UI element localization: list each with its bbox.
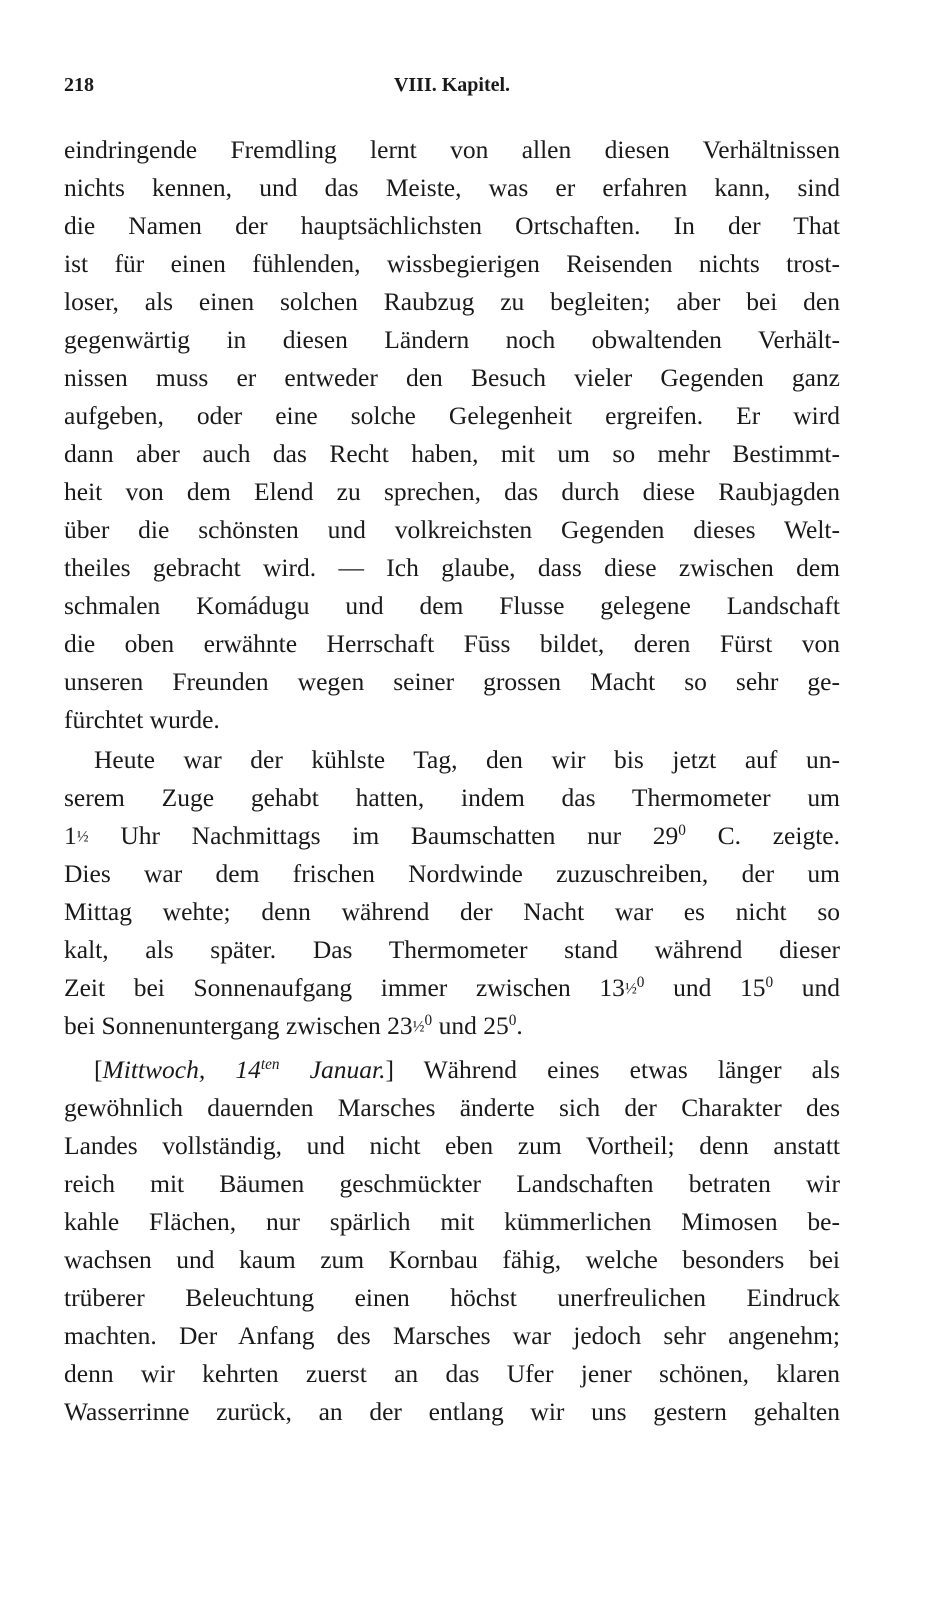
- text-line: kalt, als später. Das Thermometer stand während dieser: [64, 935, 840, 964]
- text-fragment: und 25: [432, 1011, 509, 1040]
- text-line: [64, 1006, 840, 1046]
- date-heading: [103, 1055, 386, 1084]
- text-line: wachsen und kaum zum Kornbau fähig, welche besonders bei: [64, 1245, 840, 1274]
- date-superscript: ten: [260, 1055, 280, 1073]
- text-line: schmalen Komádugu und dem Flusse gelegene Landschaft: [64, 591, 840, 620]
- text-line: nichts kennen, und das Meiste, was er erfahren kann, sind: [64, 173, 840, 202]
- fraction: ½: [412, 1018, 425, 1036]
- bracket: [: [94, 1055, 103, 1084]
- text-line: serem Zuge gehabt hatten, indem das Thermometer um: [64, 783, 840, 812]
- bracket: ]: [385, 1055, 394, 1084]
- page-number: 218: [64, 74, 94, 96]
- text-line: Wasserrinne zurück, an der entlang wir uns gestern gehalten: [64, 1397, 840, 1426]
- degree-sign: 0: [678, 821, 686, 839]
- degree-sign: 0: [508, 1011, 517, 1029]
- date-text: Januar.: [279, 1055, 386, 1084]
- text-line: [64, 968, 840, 1008]
- degree-sign: 0: [424, 1011, 433, 1029]
- text-line: über die schönsten und volkreichsten Gegenden dieses Welt-: [64, 515, 840, 544]
- text-line: eindringende Fremdling lernt von allen diesen Verhältnissen: [64, 135, 840, 164]
- text-line: [64, 816, 840, 856]
- degree-sign: 0: [636, 973, 645, 991]
- text-fragment: bei Sonnenuntergang zwischen 23: [64, 1011, 413, 1040]
- text-line: dann aber auch das Recht haben, mit um so mehr Bestimmt-: [64, 439, 840, 468]
- text-line: reich mit Bäumen geschmückter Landschaften betraten wir: [64, 1169, 840, 1198]
- text-line: die oben erwähnte Herrschaft Fūss bildet, deren Fürst von: [64, 629, 840, 658]
- fraction: ½: [624, 980, 637, 998]
- text-fragment: und: [773, 973, 841, 1002]
- text-fragment: und 15: [644, 973, 766, 1002]
- text-line: heit von dem Elend zu sprechen, das durch diese Raubjagden: [64, 477, 840, 506]
- text-line: theiles gebracht wird. — Ich glaube, dass diese zwischen dem: [64, 553, 840, 582]
- text-line: loser, als einen solchen Raubzug zu begleiten; aber bei den: [64, 287, 840, 316]
- text-line: aufgeben, oder eine solche Gelegenheit ergreifen. Er wird: [64, 401, 840, 430]
- text-line: trüberer Beleuchtung einen höchst unerfreulichen Eindruck: [64, 1283, 840, 1312]
- chapter-title: VIII. Kapitel.: [393, 74, 511, 96]
- text-line: [94, 1050, 840, 1090]
- text-line: kahle Flächen, nur spärlich mit kümmerlichen Mimosen be-: [64, 1207, 840, 1236]
- text-line: Dies war dem frischen Nordwinde zuzuschreiben, der um: [64, 859, 840, 888]
- text-line: Heute war der kühlste Tag, den wir bis jetzt auf un-: [94, 745, 840, 774]
- text-fragment: Zeit bei Sonnenaufgang immer zwischen 13: [64, 973, 625, 1002]
- text-line: die Namen der hauptsächlichsten Ortschaften. In der That: [64, 211, 840, 240]
- text-fragment: C. zeigte.: [685, 821, 840, 850]
- text-line: gegenwärtig in diesen Ländern noch obwaltenden Verhält-: [64, 325, 840, 354]
- running-head: [64, 74, 840, 106]
- text-line: ist für einen fühlenden, wissbegierigen Reisenden nichts trost-: [64, 249, 840, 278]
- degree-sign: 0: [765, 973, 774, 991]
- text-fragment: Während eines etwas länger als: [393, 1055, 841, 1084]
- text-line: Mittag wehte; denn während der Nacht war es nicht so: [64, 897, 840, 926]
- text-line: gewöhnlich dauernden Marsches änderte sich der Charakter des: [64, 1093, 840, 1122]
- text-line: machten. Der Anfang des Marsches war jedoch sehr angenehm;: [64, 1321, 840, 1350]
- text-line: Landes vollständig, und nicht eben zum Vortheil; denn anstatt: [64, 1131, 840, 1160]
- text-fragment: Uhr Nachmittags im Baumschatten nur 29: [88, 821, 679, 850]
- text-line: fürchtet wurde.: [64, 705, 220, 734]
- fraction: ½: [76, 828, 89, 846]
- text-fragment: .: [516, 1011, 523, 1040]
- text-line: nissen muss er entweder den Besuch vieler Gegenden ganz: [64, 363, 840, 392]
- date-text: Mittwoch, 14: [102, 1055, 261, 1084]
- text-line: denn wir kehrten zuerst an das Ufer jener schönen, klaren: [64, 1359, 840, 1388]
- text-line: unseren Freunden wegen seiner grossen Macht so sehr ge-: [64, 667, 840, 696]
- text-fragment: 1: [64, 821, 77, 850]
